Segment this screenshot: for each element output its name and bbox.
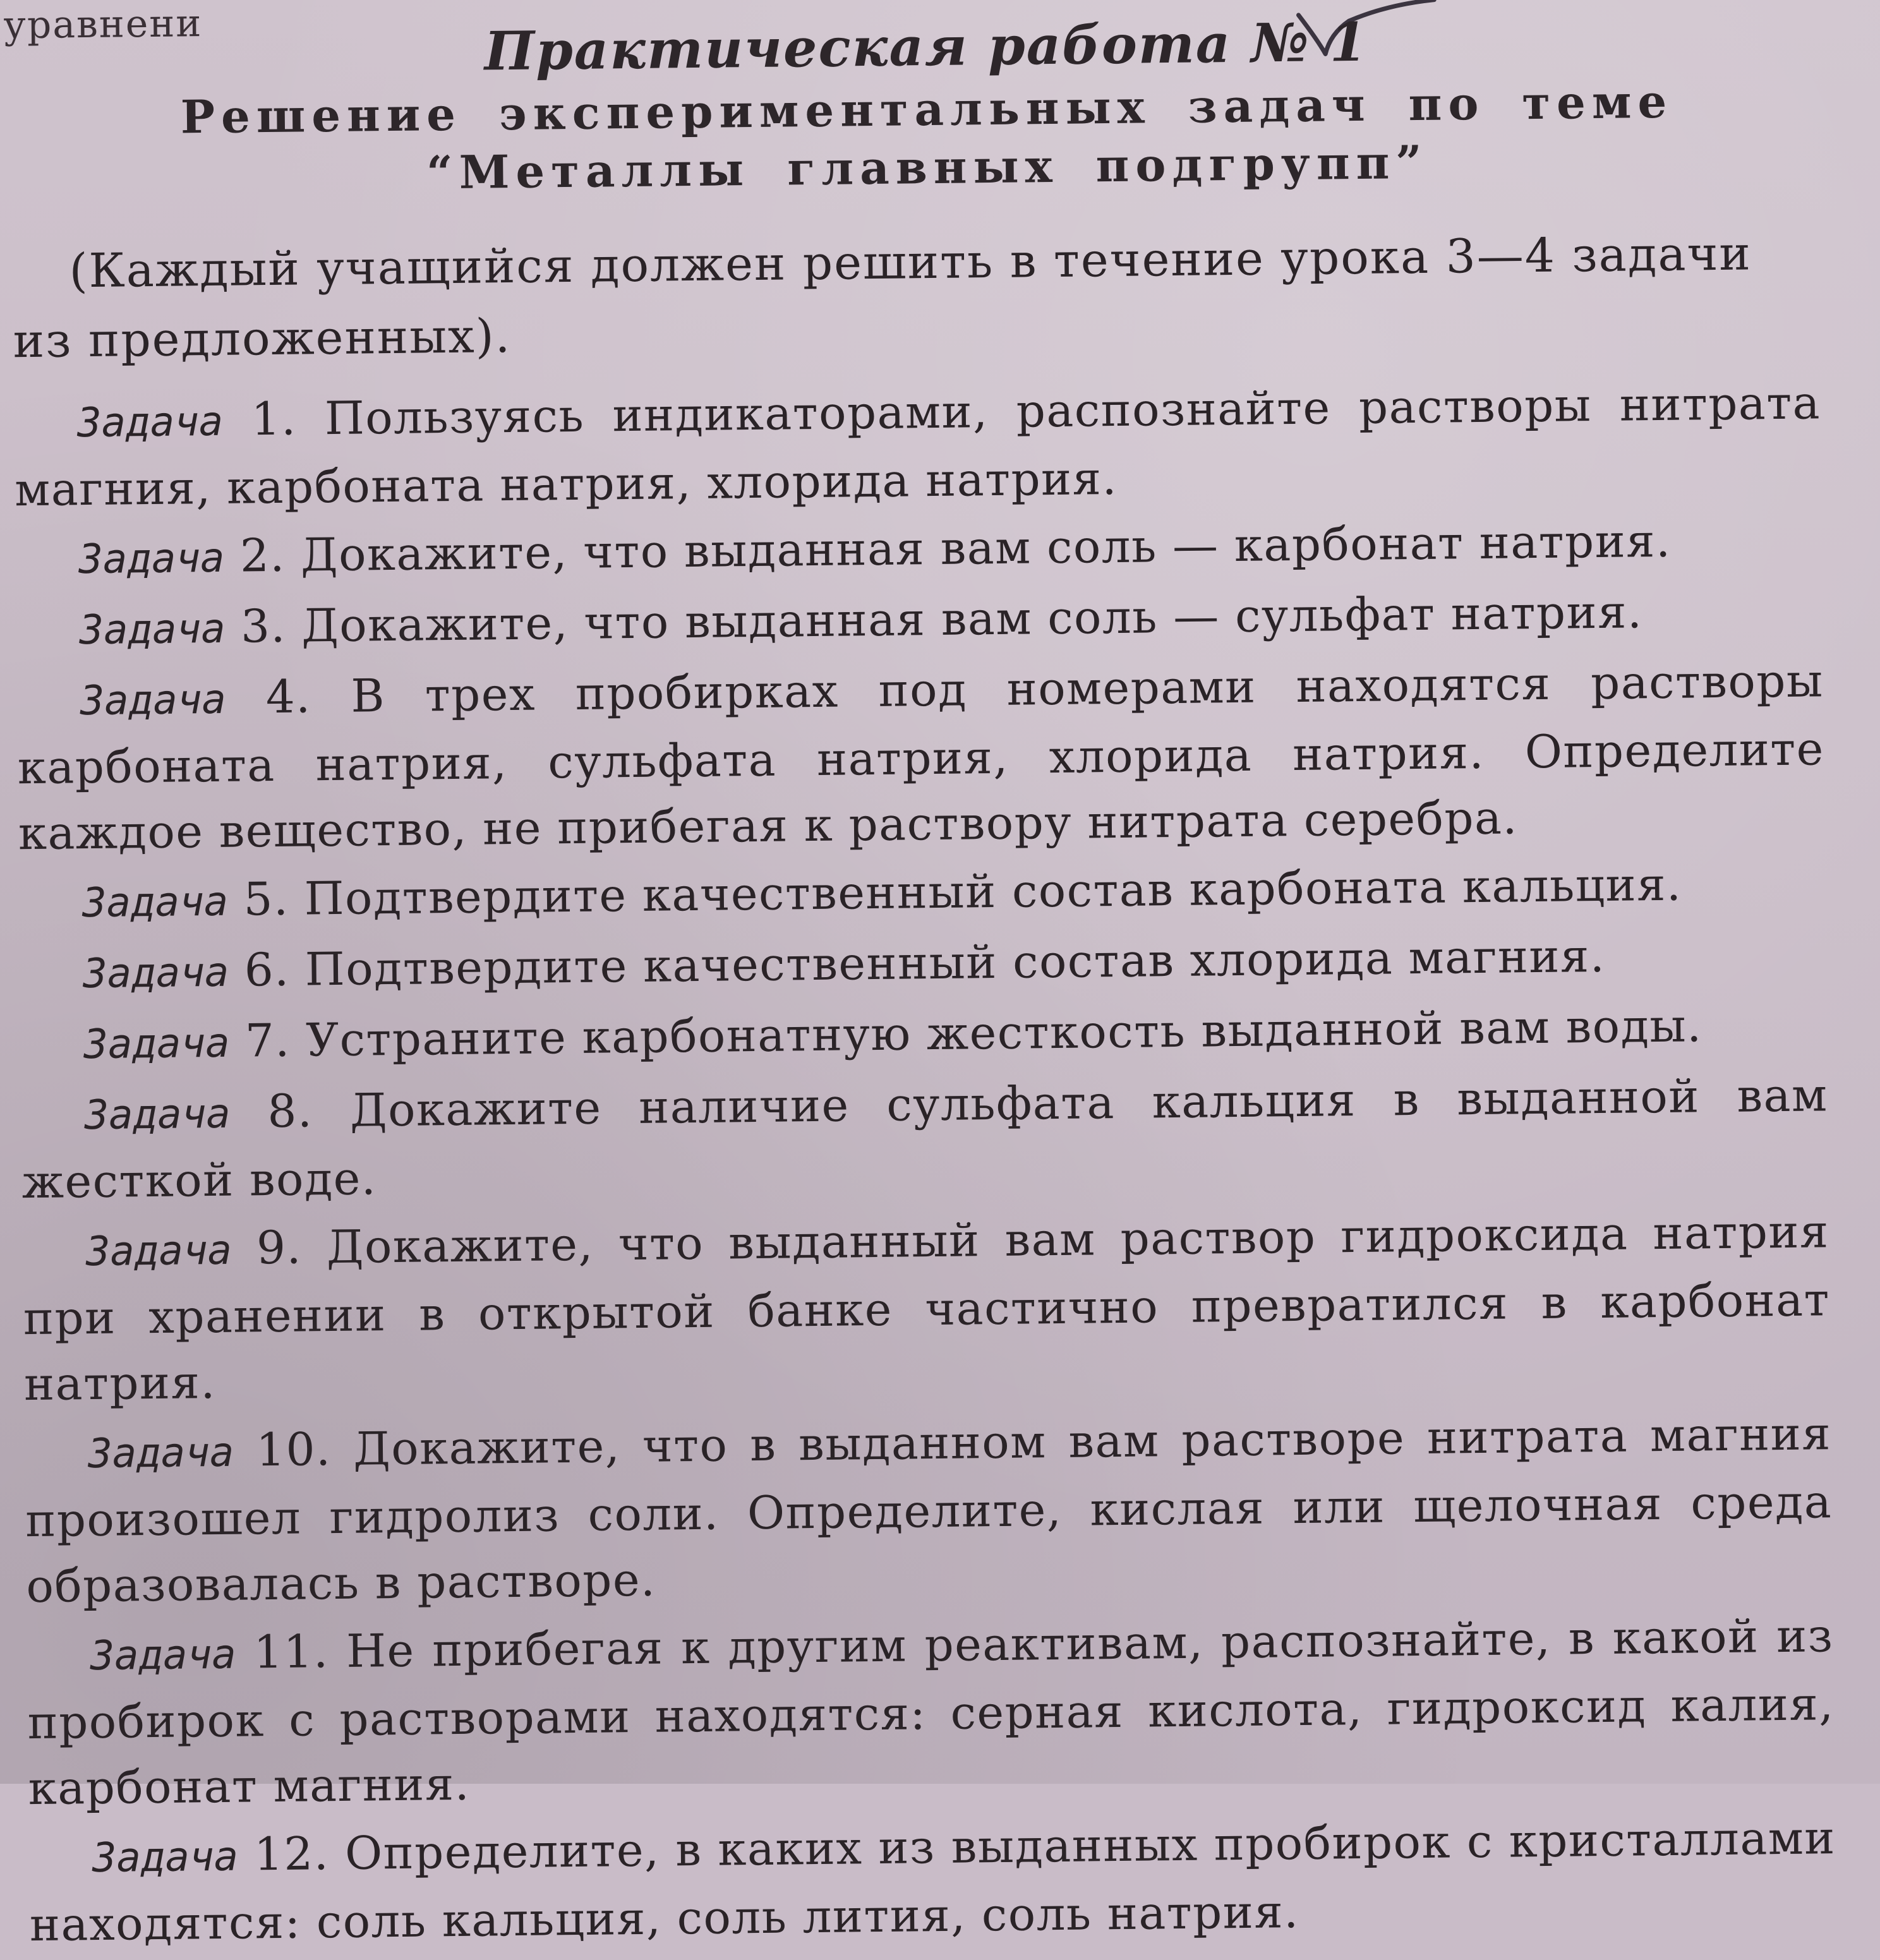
task-label: Задача [81,878,229,927]
task-number: 9. [256,1220,303,1275]
task-label: Задача [78,534,225,584]
subtitle-line-1: Решение экспериментальных задач по теме [180,74,1673,144]
task-item [27,1602,1835,1821]
task-label: Задача [92,1833,239,1882]
task-text: Пользуясь индикаторами, распознайте растворы нитрата магния, карбоната натрия, хлорида натрия. [14,376,1821,517]
task-label: Задача [82,949,229,998]
page-content [3,0,1860,1952]
task-label: Задача [80,676,227,725]
task-text: Определите, в каких из выданных пробирок с кристаллами находятся: соль кальция, соль лития, соль натрия. [29,1811,1836,1952]
subtitle-line-2: “Металлы главных подгрупп” [426,135,1429,200]
task-item [16,647,1825,866]
task-label: Задача [85,1227,232,1276]
task-text: Докажите, что выданная вам соль — карбонат натрия. [300,514,1672,582]
task-text: Докажите, что выданная вам соль — сульфат натрия. [301,585,1643,652]
task-label: Задача [84,1090,231,1139]
task-number: 8. [267,1084,313,1138]
task-number: 5. [243,872,289,926]
task-label: Задача [87,1429,234,1478]
task-number: 12. [253,1827,330,1881]
task-item [28,1805,1836,1957]
task-text: Подтвердите качественный состав карбоната кальция. [304,857,1682,925]
task-list [14,370,1837,1960]
task-text: Докажите, что в выданном вам растворе нитрата магния произошел гидролиз соли. Определите, кислая или щелочная среда образовалась в растворе. [25,1407,1833,1613]
task-number: 3. [240,599,287,653]
page-title: Практическая работа № 1 [484,10,1368,83]
task-text: Докажите наличие сульфата кальция в выданной вам жесткой воде. [21,1068,1828,1209]
task-item [22,1198,1831,1417]
intro-paragraph: (Каждый учащийся должен решить в течение урока 3—4 задачи из предложенных). [13,226,1752,369]
task-text: Устраните карбонатную жесткость выданной вам воды. [305,999,1702,1067]
task-number: 4. [265,670,311,724]
task-number: 10. [255,1422,332,1477]
task-text: Докажите, что выданный вам раствор гидроксида натрия при хранении в открытой банке частично превратился в карбонат натрия. [23,1205,1831,1411]
task-text: Подтвердите качественный состав хлорида магния. [304,929,1606,996]
task-item [25,1400,1833,1619]
task-item [21,1062,1829,1215]
task-number: 1. [251,392,297,446]
task-label: Задача [79,605,226,654]
task-label: Задача [90,1631,237,1680]
task-text: В трех пробирках под номерами находятся растворы карбоната натрия, сульфата натрия, хлорида натрия. Определите каждое вещество, не прибегая к раствору нитрата серебра. [17,654,1825,860]
task-label: Задача [76,398,224,447]
task-number: 6. [244,942,290,997]
task-number: 2. [239,528,286,582]
task-item [14,370,1822,522]
task-number: 11. [253,1625,329,1679]
task-number: 7. [244,1013,291,1067]
previous-page-fragment: уравнени [3,1,203,48]
task-text: Не прибегая к другим реактивам, распознайте, в какой из пробирок с растворами находятся: серная кислота, гидроксид калия, карбонат магния. [27,1609,1835,1815]
task-label: Задача [83,1019,231,1069]
